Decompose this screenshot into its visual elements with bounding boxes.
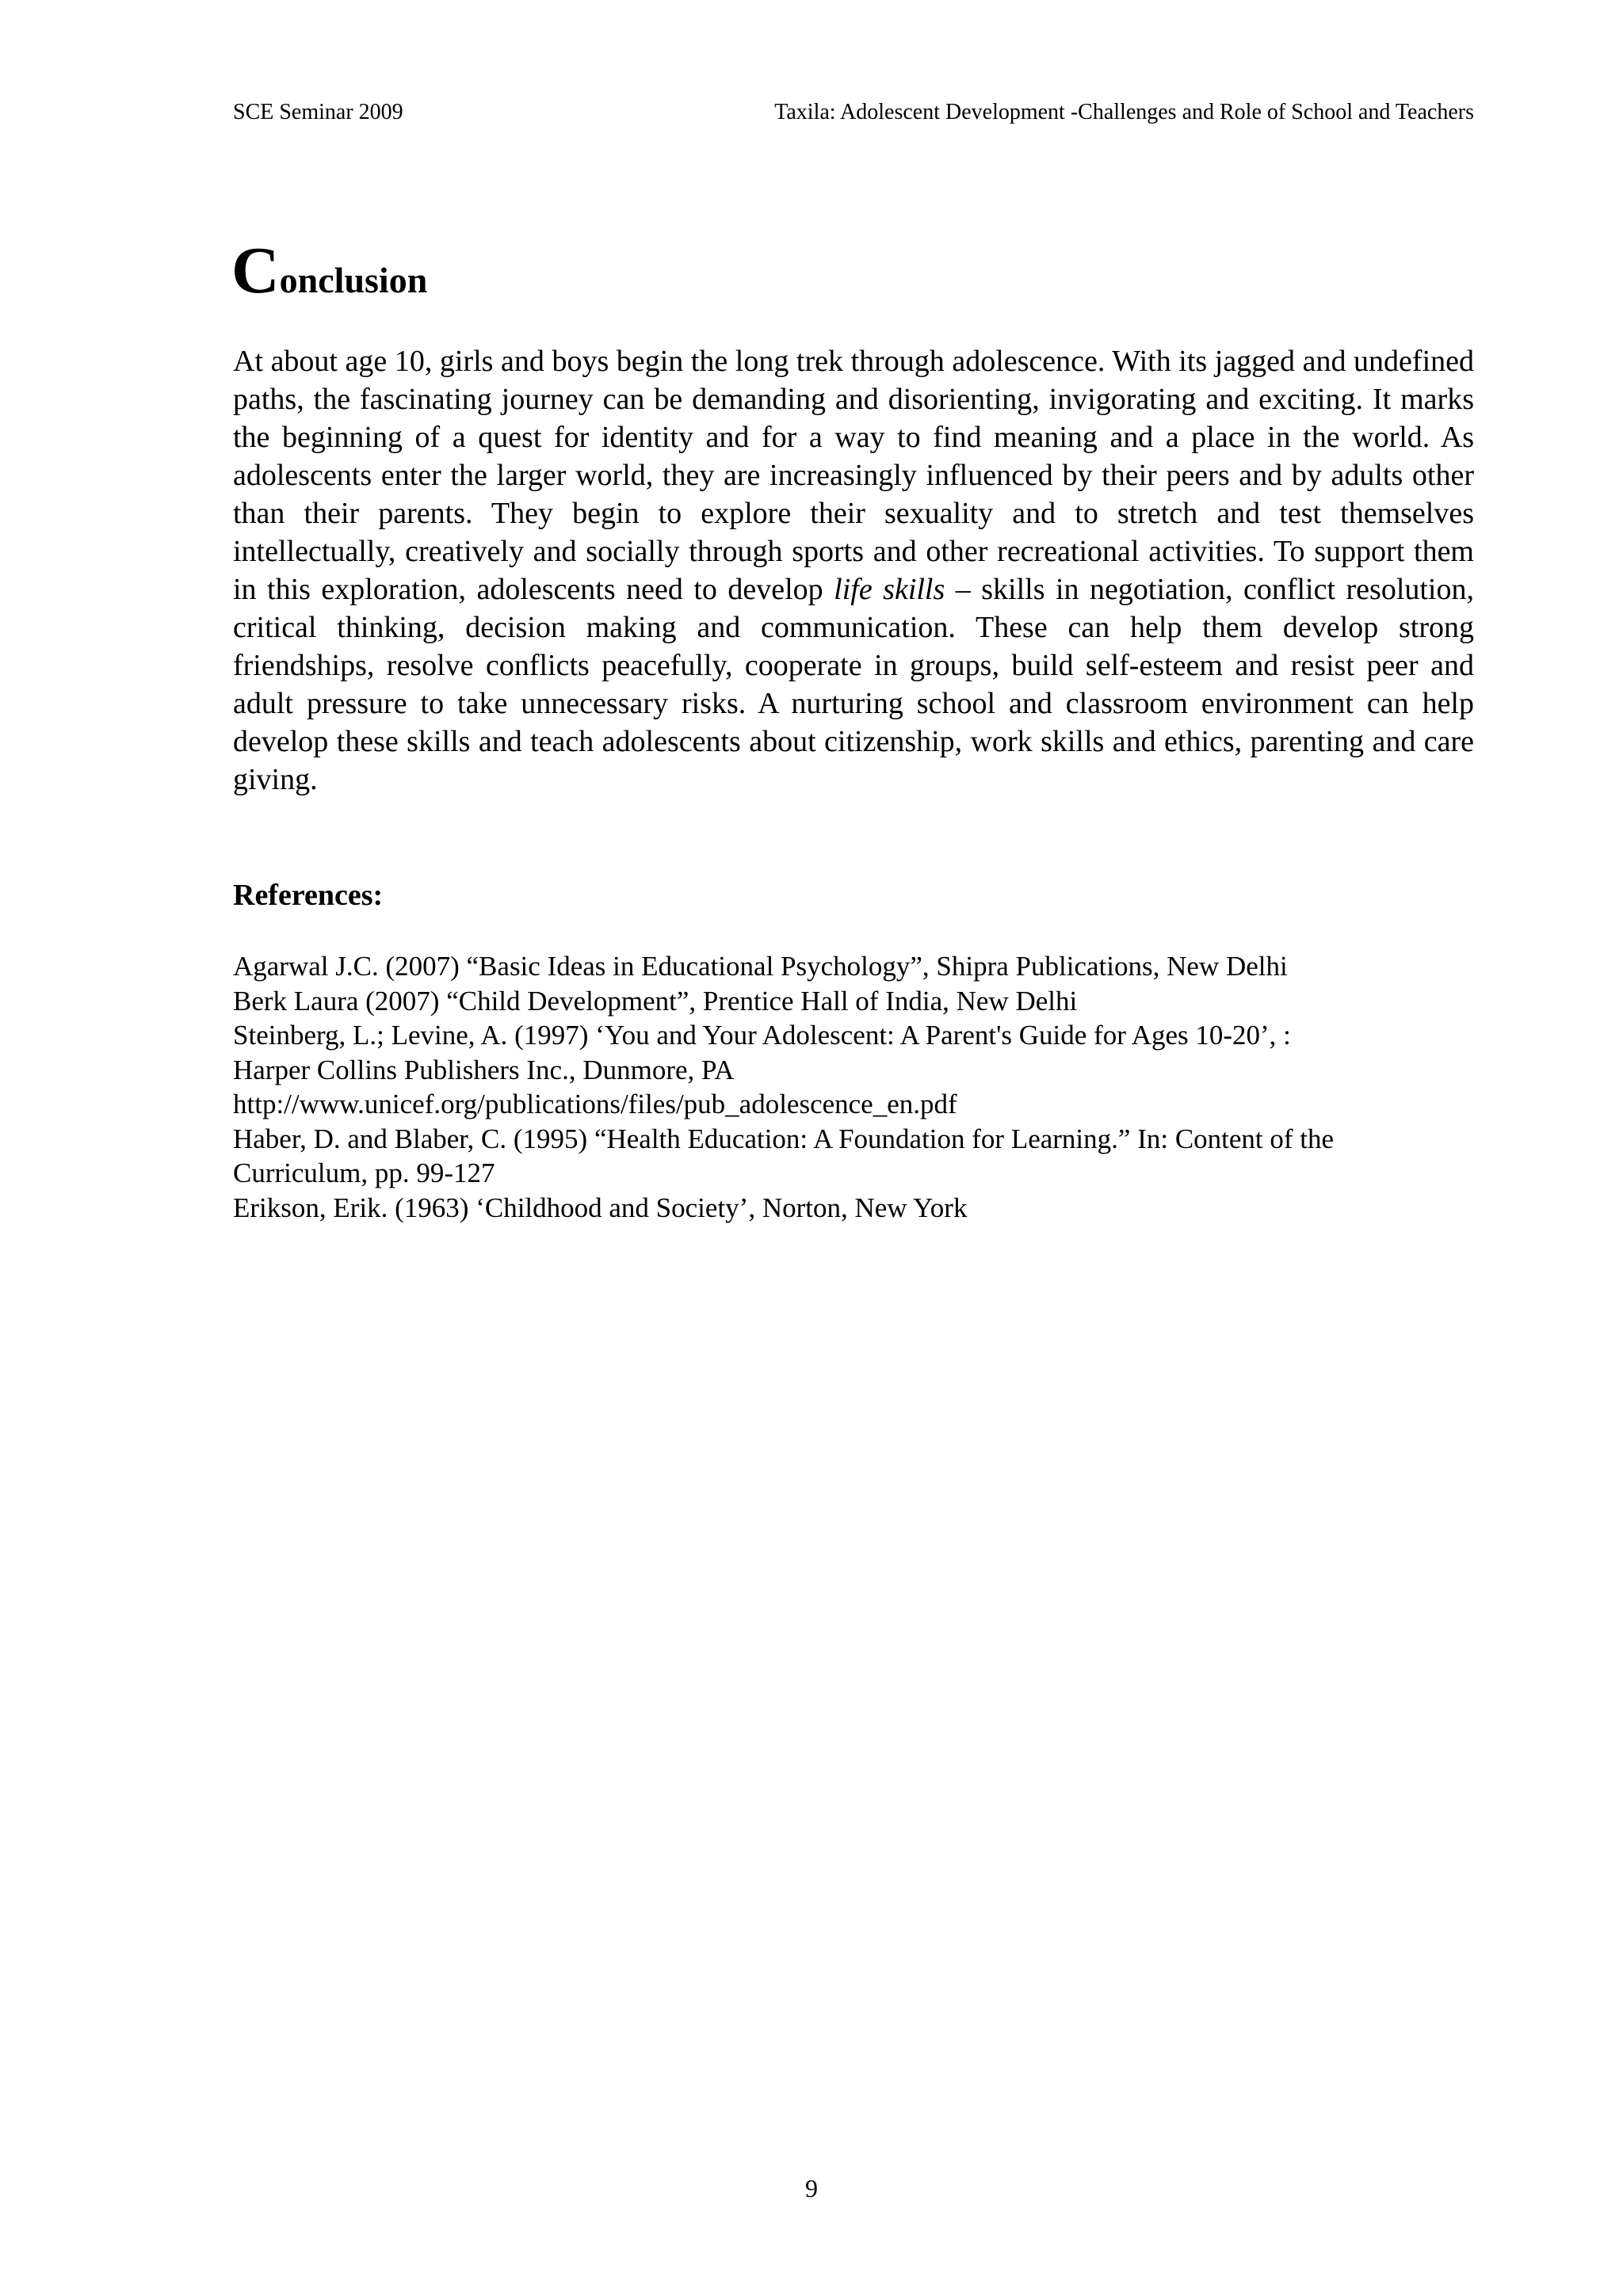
running-header	[233, 97, 1474, 128]
reference-line: Haber, D. and Blaber, C. (1995) “Health Education: A Foundation for Learning.” In: Content of the	[233, 1123, 1335, 1154]
header-left: SCE Seminar 2009	[233, 100, 403, 124]
reference-line: Erikson, Erik. (1963) ‘Childhood and Society’, Norton, New York	[233, 1192, 968, 1223]
header-right: Taxila: Adolescent Development -Challenges and Role of School and Teachers	[774, 100, 1474, 124]
reference-line: Harper Collins Publishers Inc., Dunmore, PA	[233, 1054, 735, 1085]
reference-line: Agarwal J.C. (2007) “Basic Ideas in Educational Psychology”, Shipra Publications, New Delhi	[233, 951, 1288, 982]
references-heading: References:	[233, 879, 384, 912]
section-title-rest: onclusion	[279, 260, 428, 300]
reference-line: Steinberg, L.; Levine, A. (1997) ‘You and Your Adolescent: A Parent's Guide for Ages 10-20’, :	[233, 1020, 1291, 1051]
reference-line: Berk Laura (2007) “Child Development”, Prentice Hall of India, New Delhi	[233, 985, 1078, 1016]
reference-line: Curriculum, pp. 99-127	[233, 1158, 495, 1188]
paragraph-text-part2: – skills in negotiation, conflict resolution, critical thinking, decision making and communication. These can help them develop strong friendships, resolve conflicts peacefully, cooperate in groups, build self-esteem and resist peer and adult pressure to take unnecessary risks. A nurturing school and classroom environment can help develop these skills and teach adolescents about citizenship, work skills and ethics, parenting and care giving.	[233, 573, 1474, 796]
reference-line: http://www.unicef.org/publications/files/pub_adolescence_en.pdf	[233, 1089, 957, 1119]
references-list	[233, 949, 1501, 1225]
conclusion-paragraph	[233, 342, 1474, 799]
paragraph-emphasis: life skills	[834, 573, 945, 606]
section-title-initial: C	[231, 234, 280, 307]
page-number: 9	[805, 2174, 818, 2203]
paragraph-text-part1: At about age 10, girls and boys begin the long trek through adolescence. With its jagged and undefined paths, the fascinating journey can be demanding and disorienting, invigorating and exciting. It marks the beginning of a quest for identity and for a way to find meaning and a place in the world. As adolescents enter the larger world, they are increasingly influenced by their peers and by adults other than their parents. They begin to explore their sexuality and to stretch and test themselves intellectually, creatively and socially through sports and other recreational activities. To support them in this exploration, adolescents need to develop	[233, 345, 1474, 606]
section-title	[231, 231, 427, 311]
